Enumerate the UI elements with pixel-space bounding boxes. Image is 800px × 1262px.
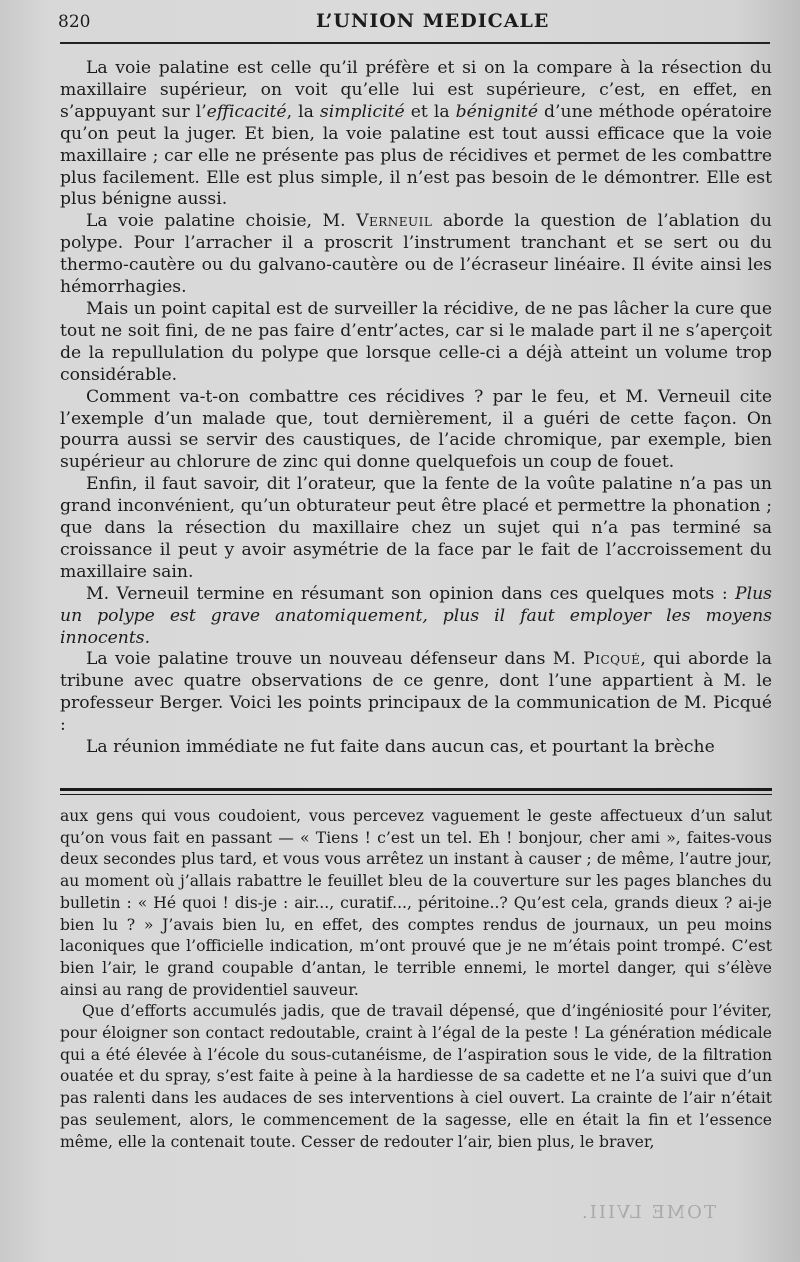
main-article [60, 58, 772, 759]
feuilleton-paragraph: aux gens qui vous coudoient, vous percevez vaguement le geste affectueux d’un salut qu’on vous fait en passant — « Tiens ! c’est un tel. Eh ! bonjour, cher ami », faites-vous deux secondes plus tard, et vous vous arrêtez un instant à causer ; de même, l’autre jour, au moment où j’allais rabattre le feuillet bleu de la couverture sur les pages blanches du bulletin : « Hé quoi ! dis-je : air..., curatif..., péritoine..? Qu’est cela, grands dieux ? ai-je bien lu ? » J’avais bien lu, en effet, des comptes rendus de journaux, un peu moins laconiques que l’officielle indication, m’ont prouvé que je ne m’étais point trompé. C’est bien l’air, le grand coupable d’antan, le terrible ennemi, le mortel danger, qui s’élève ainsi au rang de providentiel sauveur. [60, 807, 772, 999]
paragraph: M. Verneuil termine en résumant son opinion dans ces quelques mots : Plus un polype est grave anatomiquement, plus il faut employer les moyens innocents. [60, 583, 772, 648]
paragraph: La voie palatine est celle qu’il préfère et si on la compare à la résection du maxillaire supérieur, on voit qu’elle lui est supérieure, c’est, en effet, en s’appuyant sur l’efficacité, la simplicité et la bénignité d’une méthode opératoire qu’on peut la juger. Et bien, la voie palatine est tout aussi efficace que la voie maxillaire ; car elle ne présente pas plus de récidives et permet de les combattre plus facilement. Elle est plus simple, il n’est pas besoin de le démontrer. Elle est plus bénigne aussi. [60, 58, 772, 210]
paragraph: La réunion immédiate ne fut faite dans aucun cas, et pourtant la brèche [86, 737, 715, 758]
bleed-through-tome: TOME LVIII. [580, 1202, 716, 1223]
paragraph: Mais un point capital est de surveiller la récidive, de ne pas lâcher la cure que tout ne soit fini, de ne pas faire d’entr’actes, car si le malade part il ne s’aperçoit de la repullulation du polype que lorsque celle-ci a déjà atteint un volume trop considérable. [60, 298, 772, 385]
feuilleton-column [60, 806, 772, 1153]
header-rule [60, 42, 770, 44]
feuilleton-separator [60, 788, 772, 795]
paragraph: La voie palatine trouve un nouveau défenseur dans M. Picqué, qui aborde la tribune avec quatre observations de ce genre, dont l’une appartient à M. le professeur Berger. Voici les points principaux de la communication de M. Picqué : [60, 649, 772, 736]
page-header [58, 10, 770, 36]
paragraph: Enfin, il faut savoir, dit l’orateur, que la fente de la voûte palatine n’a pas un grand inconvénient, qu’un obturateur peut être placé et permettre la phonation ; que dans la résection du maxillaire chez un sujet qui n’a pas terminé sa croissance il peut y avoir asymétrie de la face par le fait de l’accroissement du maxillaire sain. [60, 474, 772, 582]
journal-title: L’UNION MEDICALE [316, 10, 550, 32]
paragraph: Comment va-t-on combattre ces récidives ? par le feu, et M. Verneuil cite l’exemple d’un malade que, tout dernièrement, il a guéri de cette façon. On pourra aussi se servir des caustiques, de l’acide chromique, par exemple, bien supérieur au chlorure de zinc qui donne quelquefois un coup de fouet. [60, 386, 772, 473]
page-number: 820 [58, 12, 91, 32]
paragraph: La voie palatine choisie, M. Verneuil aborde la question de l’ablation du polype. Pour l’arracher il a proscrit l’instrument tranchant et se sert ou du thermo-cautère ou du galvano-cautère ou de l’écraseur linéaire. Il évite ainsi les hémorrhagies. [60, 211, 772, 298]
feuilleton-paragraph: Que d’efforts accumulés jadis, que de travail dépensé, que d’ingéniosité pour l’éviter, pour éloigner son contact redoutable, craint à l’égal de la peste ! La génération médicale qui a été élevée à l’école du sous-cutanéisme, de l’aspiration sous le vide, de la filtration ouatée et du spray, s’est faite à peine à la hardiesse de sa cadette et ne l’a suivi que d’un pas ralenti dans les audaces de ses interventions à ciel ouvert. La crainte de l’air n’était pas seulement, alors, le commencement de la sagesse, elle en était la fin et l’essence même, elle la contenait toute. Cesser de redouter l’air, bien plus, le braver, [60, 1002, 772, 1151]
